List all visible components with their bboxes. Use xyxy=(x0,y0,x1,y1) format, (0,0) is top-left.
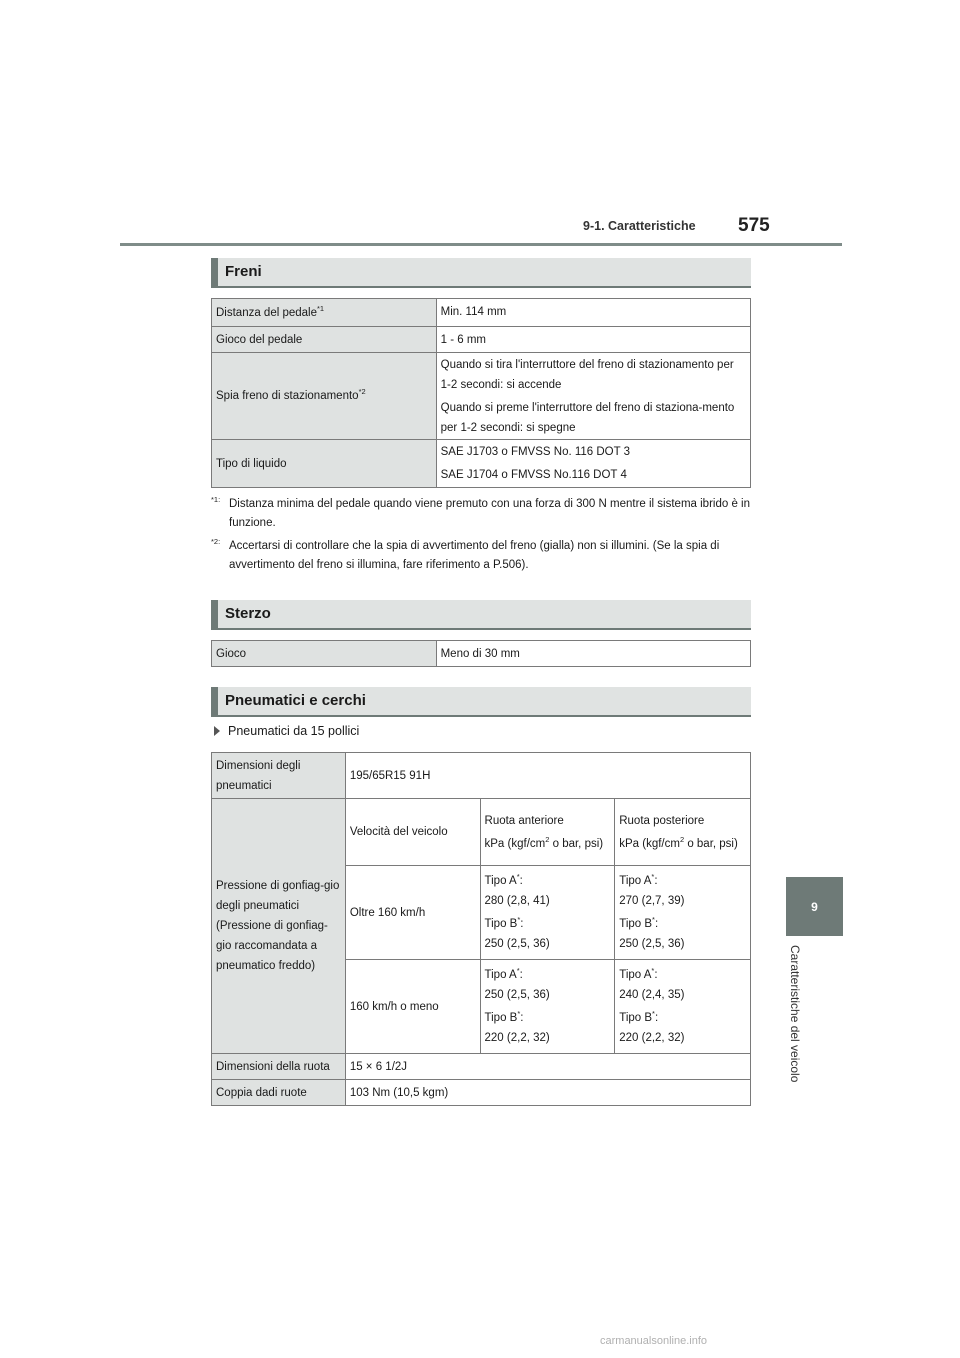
page-number: 575 xyxy=(738,215,770,236)
table-label: Gioco xyxy=(212,641,437,667)
table-row xyxy=(212,1054,751,1080)
table-value: 1 - 6 mm xyxy=(436,327,750,353)
table-label: Spia freno di stazionamento$^{*2}$ xyxy=(212,353,437,440)
footnote-text: Accertarsi di controllare che la spia di avvertimento del freno (gialla) non si illumini. (Se la spia di avvertimento del freno si illumina, fare riferimento a P.506). xyxy=(229,540,720,571)
triangle-bullet-icon xyxy=(214,726,220,736)
table-value: 15 × 6 1/2J xyxy=(345,1054,750,1080)
chapter-label: Caratteristiche del veicolo xyxy=(788,945,802,1083)
footnote-mark: *2: xyxy=(211,537,221,547)
chapter-number: 9 xyxy=(811,899,818,914)
table-value: Tipo A*: 250 (2,5, 36) Tipo B*: 220 (2,2, 32) xyxy=(480,960,615,1054)
table-value: Meno di 30 mm xyxy=(436,641,750,667)
footnote-text: Distanza minima del pedale quando viene premuto con una forza di 300 N mentre il sistema ibrido è in funzione. xyxy=(229,498,750,529)
tires-table xyxy=(211,752,751,1106)
footnote-mark: *1: xyxy=(211,495,221,505)
table-value: Tipo A*: 240 (2,4, 35) Tipo B*: 220 (2,2, 32) xyxy=(615,960,751,1054)
table-label: Dimensioni della ruota xyxy=(212,1054,346,1080)
subsection-bullet: Pneumatici da 15 pollici xyxy=(214,724,359,738)
table-value: 195/65R15 91H xyxy=(345,753,750,799)
brakes-table xyxy=(211,298,751,488)
section-title-freni: Freni xyxy=(225,263,262,280)
section-title-sterzo: Sterzo xyxy=(225,605,271,622)
table-row xyxy=(212,353,751,440)
table-row xyxy=(212,799,751,866)
section-header-pneumatici xyxy=(211,687,751,717)
section-header-sterzo xyxy=(211,600,751,630)
table-value: Min. 114 mm xyxy=(436,299,750,327)
table-label: Tipo di liquido xyxy=(212,440,437,488)
table-label: Pressione di gonfiag-gio degli pneumatici (Pressione di gonfiag-gio raccomandata a pneumatico freddo) xyxy=(212,799,346,1054)
table-row xyxy=(212,299,751,327)
table-row xyxy=(212,1080,751,1106)
table-header: Ruota posteriore kPa ($kgf/cm^2$ o bar, psi) xyxy=(615,799,751,866)
table-header: Velocità del veicolo xyxy=(345,799,480,866)
table-row xyxy=(212,440,751,488)
header-divider xyxy=(120,243,842,246)
section-header-freni xyxy=(211,258,751,288)
table-label: Dimensioni degli pneumatici xyxy=(212,753,346,799)
table-value: Oltre 160 km/h xyxy=(345,866,480,960)
table-row xyxy=(212,641,751,667)
table-value: Tipo A*: 270 (2,7, 39) Tipo B*: 250 (2,5, 36) xyxy=(615,866,751,960)
table-value: Tipo A*: 280 (2,8, 41) Tipo B*: 250 (2,5, 36) xyxy=(480,866,615,960)
table-row xyxy=(212,753,751,799)
section-title-pneumatici: Pneumatici e cerchi xyxy=(225,692,366,709)
table-value: Quando si tira l'interruttore del freno di stazionamento per 1-2 secondi: si accende Quando si preme l'interruttore del freno di staziona-mento per 1-2 secondi: si spegne xyxy=(436,353,750,440)
table-row xyxy=(212,327,751,353)
footnote-2 xyxy=(211,537,751,575)
table-value: SAE J1703 o FMVSS No. 116 DOT 3 SAE J1704 o FMVSS No.116 DOT 4 xyxy=(436,440,750,488)
watermark: carmanualsonline.info xyxy=(600,1335,708,1347)
table-header: Ruota anteriore kPa ($kgf/cm^2$ o bar, psi) xyxy=(480,799,615,866)
table-label: Gioco del pedale xyxy=(212,327,437,353)
chapter-tab xyxy=(786,877,843,936)
steering-table xyxy=(211,640,751,667)
table-value: 103 Nm (10,5 kgm) xyxy=(345,1080,750,1106)
table-label: Distanza del pedale$^{*1}$ xyxy=(212,299,437,327)
table-label: Coppia dadi ruote xyxy=(212,1080,346,1106)
chapter-label-container xyxy=(786,945,806,1110)
section-title: 9-1. Caratteristiche xyxy=(583,219,696,233)
table-value: 160 km/h o meno xyxy=(345,960,480,1054)
footnote-1 xyxy=(211,495,751,533)
